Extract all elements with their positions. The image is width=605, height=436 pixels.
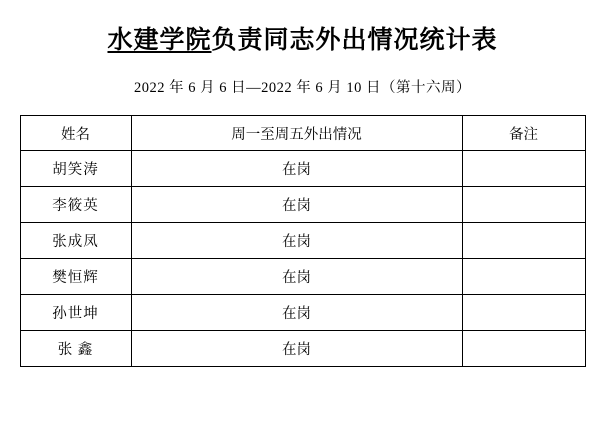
cell-remark bbox=[462, 259, 585, 295]
cell-remark bbox=[462, 223, 585, 259]
table-row bbox=[20, 259, 585, 295]
cell-remark bbox=[462, 295, 585, 331]
table-row bbox=[20, 223, 585, 259]
page-title bbox=[0, 26, 605, 56]
table-row bbox=[20, 187, 585, 223]
page-title-rest: 负责同志外出情况统计表 bbox=[211, 27, 498, 54]
cell-name: 孙世坤 bbox=[20, 295, 131, 331]
cell-remark bbox=[462, 151, 585, 187]
page-title-prefix: 水建学院 bbox=[107, 27, 212, 54]
cell-name: 胡笑涛 bbox=[20, 151, 131, 187]
attendance-table bbox=[20, 115, 586, 367]
date-range-subtitle bbox=[0, 76, 605, 97]
cell-status: 在岗 bbox=[131, 187, 462, 223]
column-header-remark: 备注 bbox=[462, 116, 585, 151]
cell-status: 在岗 bbox=[131, 151, 462, 187]
column-header-name: 姓名 bbox=[20, 116, 131, 151]
table-row bbox=[20, 331, 585, 367]
date-range-text: 2022 年 6 月 6 日—2022 年 6 月 10 日（第十六周） bbox=[134, 80, 471, 96]
cell-name: 樊恒辉 bbox=[20, 259, 131, 295]
column-header-status: 周一至周五外出情况 bbox=[131, 116, 462, 151]
cell-name: 张成凤 bbox=[20, 223, 131, 259]
cell-status: 在岗 bbox=[131, 223, 462, 259]
cell-name: 张 鑫 bbox=[20, 331, 131, 367]
cell-remark bbox=[462, 331, 585, 367]
cell-name: 李筱英 bbox=[20, 187, 131, 223]
cell-status: 在岗 bbox=[131, 331, 462, 367]
table-header-row bbox=[20, 116, 585, 151]
document-page bbox=[0, 26, 605, 436]
cell-status: 在岗 bbox=[131, 295, 462, 331]
table-row bbox=[20, 295, 585, 331]
cell-remark bbox=[462, 187, 585, 223]
table-row bbox=[20, 151, 585, 187]
cell-status: 在岗 bbox=[131, 259, 462, 295]
